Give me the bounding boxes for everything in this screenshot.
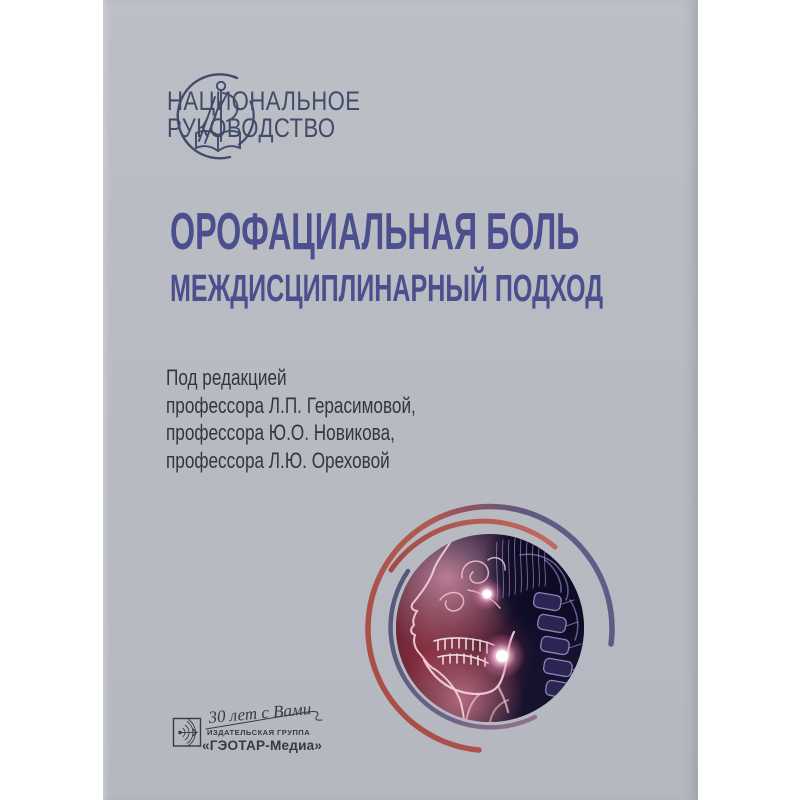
book-cover (103, 0, 698, 800)
book-title: ОРОФАЦИАЛЬНАЯ БОЛЬ (170, 203, 580, 261)
publisher-tagline: 30 лет с Вами (207, 699, 312, 727)
publisher-name: «ГЭОТАР-Медиа» (202, 738, 323, 753)
series-line-1: НАЦИОНАЛЬНОЕ (167, 86, 361, 116)
editors-line: профессора Л.П. Герасимовой, (166, 392, 416, 418)
orofacial-xray-artwork (353, 493, 627, 762)
geotar-mark-icon (174, 719, 201, 747)
publisher-logo (165, 698, 350, 760)
editors-block (166, 364, 416, 475)
editors-line: профессора Ю.О. Новикова, (166, 420, 395, 446)
series-line-2: РУКОВОДСТВО (167, 113, 336, 143)
series-name (167, 88, 360, 142)
editors-line: Под редакцией (166, 365, 287, 390)
xray-head-photo (353, 493, 627, 762)
book-subtitle: МЕЖДИСЦИПЛИНАРНЫЙ ПОДХОД (170, 268, 604, 310)
editors-line: профессора Л.Ю. Ореховой (166, 448, 390, 474)
publisher-group-label: ИЗДАТЕЛЬСКАЯ ГРУППА (207, 728, 311, 737)
